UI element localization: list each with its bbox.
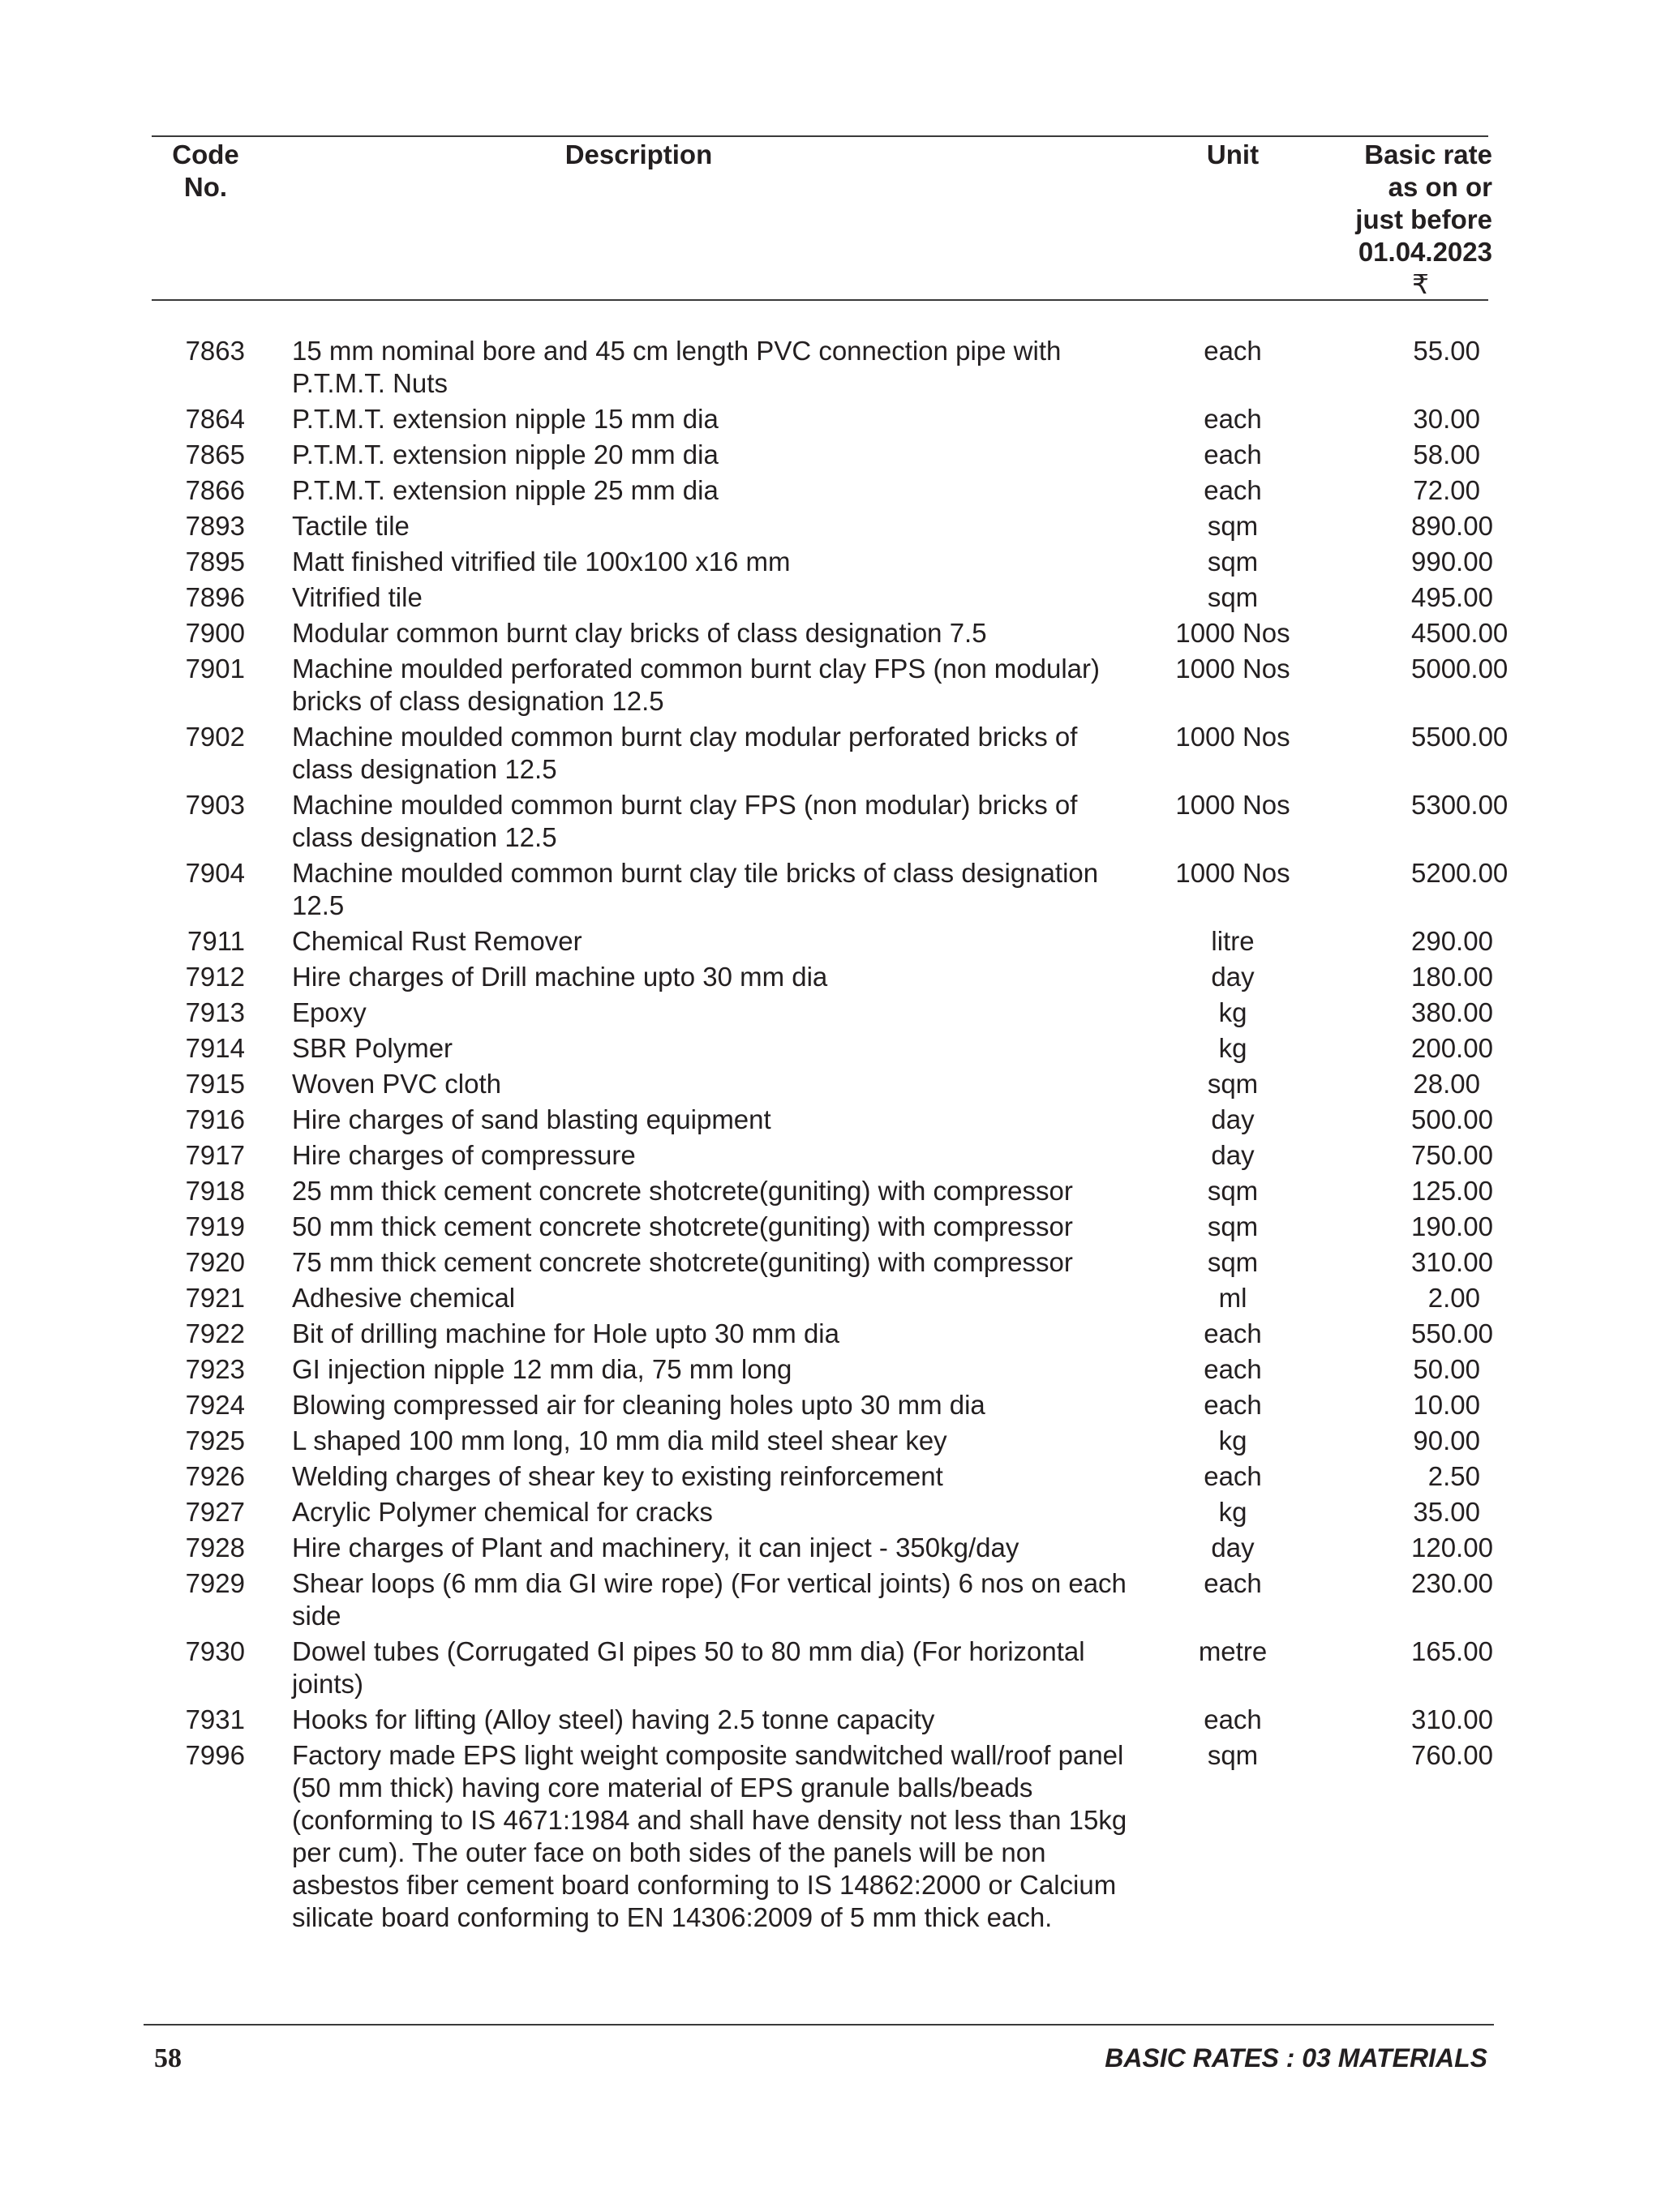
item-description-cell [292,653,1265,721]
item-description: 75 mm thick cement concrete shotcrete(guniting) with compressor [292,1247,1073,1277]
table-row [152,653,1488,721]
description-column-header: Description [564,139,713,169]
item-unit-cell [1204,1567,1411,1635]
item-description-cell [292,1532,1265,1567]
item-unit: ml [1218,1283,1247,1313]
item-description: Bit of drilling machine for Hole upto 30 mm dia [292,1318,839,1348]
rates-table-body [152,335,1509,1937]
item-unit: each [1204,1354,1262,1384]
item-description: GI injection nipple 12 mm dia, 75 mm long [292,1354,792,1384]
table-row [152,1282,1488,1318]
item-description-cell [292,439,1265,474]
item-code: 7996 [185,1740,245,1770]
item-code: 7902 [185,722,245,752]
item-unit: day [1211,1104,1255,1134]
table-row [152,789,1488,857]
item-unit: 1000 Nos [1175,722,1290,752]
item-code: 7928 [185,1533,245,1563]
item-code: 7865 [185,439,245,469]
item-rate: 55.00 [1413,336,1480,366]
rupee-icon: ₹ [1412,269,1429,299]
table-row [152,1318,1488,1353]
item-rate: 500.00 [1411,1104,1493,1134]
item-description: Hooks for lifting (Alloy steel) having 2.5 tonne capacity [292,1704,935,1734]
header-top-rule [152,135,1488,137]
item-code: 7930 [185,1636,245,1666]
item-code: 7915 [185,1069,245,1099]
item-description-cell [292,1104,1265,1139]
item-rate: 5300.00 [1411,790,1509,820]
item-unit: sqm [1207,1176,1259,1206]
item-description-cell [292,1567,1265,1635]
item-rate: 750.00 [1411,1140,1493,1170]
table-row [152,1635,1488,1704]
item-rate: 72.00 [1413,475,1480,505]
item-description-cell [292,510,1265,546]
table-row [152,1246,1488,1282]
item-code: 7901 [185,654,245,684]
item-description: Woven PVC cloth [292,1069,502,1099]
item-description-cell [292,546,1265,581]
table-row [152,1032,1488,1068]
table-row [152,997,1488,1032]
item-code: 7904 [185,858,245,888]
item-description-cell [292,1635,1268,1704]
item-unit: day [1211,962,1255,992]
item-description-cell [292,1068,1265,1104]
item-rate: 10.00 [1413,1390,1480,1420]
table-row [152,1175,1488,1211]
item-description: Epoxy [292,997,367,1027]
item-unit: each [1204,1461,1262,1491]
item-unit-cell [1175,617,1411,653]
item-unit: sqm [1207,582,1259,612]
item-code: 7896 [185,582,245,612]
item-unit-cell [1218,1425,1411,1460]
item-unit: sqm [1207,1247,1259,1277]
item-unit: kg [1218,1425,1247,1455]
item-unit-cell [1204,403,1411,439]
item-rate: 230.00 [1411,1568,1493,1598]
table-row [152,1460,1488,1496]
item-rate: 90.00 [1413,1425,1480,1455]
item-unit-cell [1218,997,1411,1032]
item-unit: day [1211,1533,1255,1563]
item-unit-cell [1204,335,1411,403]
table-row [152,1739,1488,1937]
item-unit: litre [1211,926,1255,956]
item-unit-cell [1207,546,1411,581]
item-rate: 2.50 [1427,1461,1480,1491]
item-description: Hire charges of compressure [292,1140,636,1170]
rate-header-line2: as on or [1388,172,1492,202]
item-unit: sqm [1207,1211,1259,1241]
item-description-cell [292,721,1265,789]
item-unit-cell [1207,510,1411,546]
rates-table [152,335,1509,1937]
item-unit: 1000 Nos [1175,858,1290,888]
table-row [152,1496,1488,1532]
item-unit-cell [1211,1139,1411,1175]
item-unit: kg [1218,1033,1247,1063]
item-unit: each [1204,336,1262,366]
code-column-header [152,139,292,301]
item-unit-cell [1204,474,1411,510]
rate-header-line1: Basic rate [1364,139,1492,169]
item-description: Factory made EPS light weight composite sandwitched wall/roof panel (50 mm thick) having core material of EPS granule balls/beads (conforming to IS 4671:1984 and shall have density not less than 15kg per cum). The outer face on both sides of the panels will be non asbestos fiber cement board conforming to IS 14862:2000 or Calcium silicate board conforming to EN 14306:2009 of 5 mm thick each. [292,1740,1127,1932]
item-description: L shaped 100 mm long, 10 mm dia mild steel shear key [292,1425,947,1455]
item-rate: 290.00 [1411,926,1493,956]
item-unit: each [1204,1568,1262,1598]
item-rate: 5500.00 [1411,722,1509,752]
item-description-cell [292,997,1265,1032]
item-code: 7893 [185,511,245,541]
item-unit: day [1211,1140,1255,1170]
section-title: BASIC RATES : 03 MATERIALS [1105,2043,1487,2073]
item-unit: each [1204,404,1262,434]
item-description: P.T.M.T. extension nipple 15 mm dia [292,404,719,434]
table-row [152,925,1488,961]
item-code: 7922 [185,1318,245,1348]
table-row [152,1139,1488,1175]
table-row [152,581,1488,617]
item-description-cell [292,335,1265,403]
item-unit: 1000 Nos [1175,654,1290,684]
table-row [152,1532,1488,1567]
item-description-cell [292,1211,1265,1246]
item-unit-cell [1175,653,1411,721]
item-description: Hire charges of sand blasting equipment [292,1104,771,1134]
item-rate: 5200.00 [1411,858,1509,888]
page-number: 58 [154,2043,182,2073]
item-rate: 190.00 [1411,1211,1493,1241]
table-row [152,546,1488,581]
table-row [152,1389,1488,1425]
item-description: Vitrified tile [292,582,423,612]
item-code: 7916 [185,1104,245,1134]
code-header-label: Code No. [172,139,239,202]
item-description-cell [292,1739,1265,1937]
item-rate: 4500.00 [1411,618,1509,648]
item-description-cell [292,1318,1265,1353]
item-description: Adhesive chemical [292,1283,516,1313]
item-description-cell [292,925,1265,961]
item-description-cell [292,1282,1265,1318]
item-unit-cell [1218,1032,1411,1068]
item-code: 7914 [185,1033,245,1063]
item-rate: 165.00 [1411,1636,1493,1666]
item-unit-cell [1218,1282,1411,1318]
item-description-cell [292,789,1265,857]
table-row [152,961,1488,997]
item-unit-cell [1211,1532,1411,1567]
table-row [152,1068,1488,1104]
item-rate: 310.00 [1411,1704,1493,1734]
item-rate: 28.00 [1413,1069,1480,1099]
unit-header-label: Unit [1206,139,1260,169]
item-unit: each [1204,1390,1262,1420]
item-description-cell [292,1246,1265,1282]
item-unit-cell [1204,439,1411,474]
item-description: Machine moulded common burnt clay FPS (non modular) bricks of class designation 12.5 [292,790,1078,852]
item-unit: kg [1218,1497,1247,1527]
item-description: 25 mm thick cement concrete shotcrete(guniting) with compressor [292,1176,1073,1206]
item-description: Blowing compressed air for cleaning holes upto 30 mm dia [292,1390,985,1420]
item-unit: sqm [1207,1069,1259,1099]
item-unit-cell [1207,581,1411,617]
item-unit-cell [1175,789,1411,857]
item-unit: each [1204,1704,1262,1734]
item-unit-cell [1211,1104,1411,1139]
table-row [152,1425,1488,1460]
item-description-cell [292,1704,1265,1739]
item-unit-cell [1207,1175,1411,1211]
item-unit-cell [1175,857,1411,925]
item-code: 7903 [185,790,245,820]
table-header [152,139,1492,301]
item-unit: 1000 Nos [1175,618,1290,648]
item-rate: 760.00 [1411,1740,1493,1770]
item-code: 7925 [185,1425,245,1455]
table-row [152,617,1488,653]
item-unit: sqm [1207,511,1259,541]
item-code: 7926 [185,1461,245,1491]
item-description: Acrylic Polymer chemical for cracks [292,1497,713,1527]
item-rate: 180.00 [1411,962,1493,992]
item-rate: 200.00 [1411,1033,1493,1063]
item-description-cell [292,1425,1265,1460]
item-description: P.T.M.T. extension nipple 20 mm dia [292,439,719,469]
item-code: 7912 [185,962,245,992]
item-unit-cell [1204,1460,1411,1496]
item-description-cell [292,403,1265,439]
item-unit: each [1204,475,1262,505]
item-description: Tactile tile [292,511,410,541]
item-rate: 120.00 [1411,1533,1493,1563]
item-unit-cell [1204,1704,1411,1739]
item-unit-cell [1204,1389,1411,1425]
item-code: 7919 [185,1211,245,1241]
item-unit-cell [1211,925,1411,961]
table-row [152,1104,1488,1139]
item-unit: sqm [1207,1740,1259,1770]
item-unit-cell [1207,1211,1411,1246]
item-description-cell [292,1353,1265,1389]
item-unit-cell [1175,721,1411,789]
item-code: 7917 [185,1140,245,1170]
item-code: 7863 [185,336,245,366]
item-description-cell [292,1389,1265,1425]
table-row [152,1704,1488,1739]
item-description: Machine moulded common burnt clay modular perforated bricks of class designation 12.5 [292,722,1078,784]
table-row [152,510,1488,546]
item-description: Machine moulded common burnt clay tile bricks of class designation 12.5 [292,858,1099,920]
item-rate: 50.00 [1413,1354,1480,1384]
item-code: 7918 [185,1176,245,1206]
item-description-cell [292,617,1265,653]
item-rate: 990.00 [1411,547,1493,577]
item-rate: 495.00 [1411,582,1493,612]
table-row [152,1211,1488,1246]
item-description: Matt finished vitrified tile 100x100 x16 mm [292,547,791,577]
item-description-cell [292,1139,1265,1175]
item-description-cell [292,474,1265,510]
item-unit-cell [1218,1496,1411,1532]
table-row [152,403,1488,439]
item-code: 7864 [185,404,245,434]
item-description: Machine moulded perforated common burnt clay FPS (non modular) bricks of class designation 12.5 [292,654,1100,716]
rate-header-line3: just before [1355,204,1492,234]
item-description: Hire charges of Drill machine upto 30 mm dia [292,962,828,992]
item-code: 7895 [185,547,245,577]
item-code: 7911 [187,926,245,956]
table-row [152,1567,1488,1635]
item-code: 7866 [185,475,245,505]
item-rate: 5000.00 [1411,654,1509,684]
item-rate: 58.00 [1413,439,1480,469]
item-description-cell [292,961,1265,997]
table-row [152,439,1488,474]
item-code: 7900 [185,618,245,648]
item-code: 7924 [185,1390,245,1420]
rate-column-header [1355,139,1492,301]
item-rate: 30.00 [1413,404,1480,434]
item-description: Welding charges of shear key to existing reinforcement [292,1461,943,1491]
item-unit-cell [1207,1739,1411,1937]
table-row [152,474,1488,510]
item-rate: 380.00 [1411,997,1493,1027]
item-rate: 890.00 [1411,511,1493,541]
table-row [152,335,1488,403]
item-description-cell [292,581,1265,617]
table-row [152,857,1488,925]
item-description: Hire charges of Plant and machinery, it can inject - 350kg/day [292,1533,1019,1563]
item-unit: each [1204,1318,1262,1348]
item-description-cell [292,1496,1265,1532]
item-description: 50 mm thick cement concrete shotcrete(guniting) with compressor [292,1211,1073,1241]
item-description-cell [292,857,1265,925]
item-unit-cell [1204,1318,1411,1353]
item-description: SBR Polymer [292,1033,453,1063]
table-row [152,721,1488,789]
item-unit-cell [1204,1353,1411,1389]
item-description-cell [292,1175,1265,1211]
item-rate: 2.00 [1427,1283,1480,1313]
item-code: 7927 [185,1497,245,1527]
item-description: Chemical Rust Remover [292,926,582,956]
table-row [152,1353,1488,1389]
item-description-cell [292,1032,1265,1068]
item-code: 7921 [185,1283,245,1313]
item-code: 7920 [185,1247,245,1277]
item-description: Modular common burnt clay bricks of class designation 7.5 [292,618,987,648]
item-unit-cell [1207,1068,1411,1104]
item-unit-cell [1211,961,1411,997]
item-description: Dowel tubes (Corrugated GI pipes 50 to 80 mm dia) (For horizontal joints) [292,1636,1085,1699]
item-description: P.T.M.T. extension nipple 25 mm dia [292,475,719,505]
item-rate: 550.00 [1411,1318,1493,1348]
item-description-cell [292,1460,1265,1496]
item-unit-cell [1198,1635,1411,1704]
item-rate: 125.00 [1411,1176,1493,1206]
item-code: 7923 [185,1354,245,1384]
rate-header-line4: 01.04.2023 [1358,237,1492,267]
item-rate: 35.00 [1413,1497,1480,1527]
item-description: Shear loops (6 mm dia GI wire rope) (For vertical joints) 6 nos on each side [292,1568,1127,1631]
footer-rule [144,2024,1494,2026]
item-code: 7913 [185,997,245,1027]
item-unit: each [1204,439,1262,469]
item-unit: metre [1198,1636,1268,1666]
header-bottom-rule [152,299,1488,301]
item-code: 7929 [185,1568,245,1598]
item-code: 7931 [185,1704,245,1734]
item-description: 15 mm nominal bore and 45 cm length PVC connection pipe with P.T.M.T. Nuts [292,336,1062,398]
item-unit: kg [1218,997,1247,1027]
item-unit: 1000 Nos [1175,790,1290,820]
item-unit: sqm [1207,547,1259,577]
item-unit-cell [1207,1246,1411,1282]
item-rate: 310.00 [1411,1247,1493,1277]
